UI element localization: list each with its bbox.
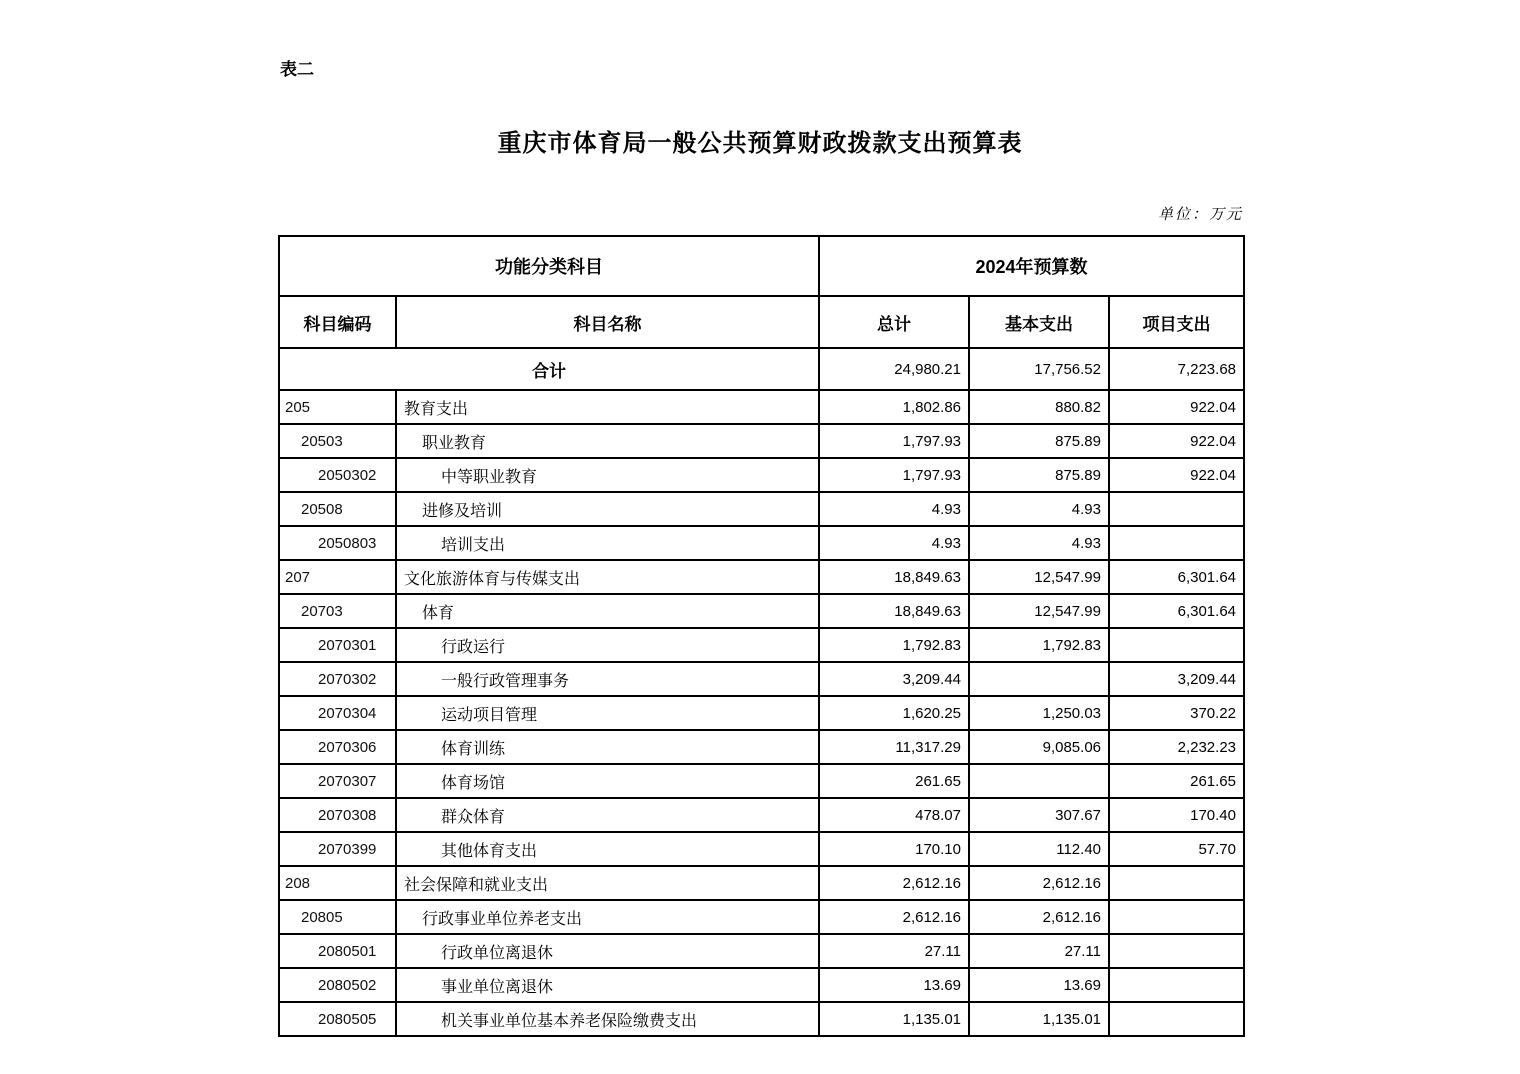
project-expense-cell: 922.04	[1109, 424, 1244, 458]
table-row	[279, 526, 1244, 560]
basic-expense-cell: 2,612.16	[969, 900, 1109, 934]
subject-name-cell: 中等职业教育	[396, 458, 819, 492]
table-row	[279, 900, 1244, 934]
basic-expense-cell: 4.93	[969, 492, 1109, 526]
subject-name-cell: 职业教育	[396, 424, 819, 458]
subject-name-cell: 群众体育	[396, 798, 819, 832]
table-row	[279, 730, 1244, 764]
grand-total-total: 24,980.21	[819, 348, 969, 390]
grand-total-label: 合计	[279, 348, 819, 390]
subject-code-cell: 20508	[279, 492, 396, 526]
column-header-basic: 基本支出	[969, 296, 1109, 348]
table-row	[279, 934, 1244, 968]
subject-name-cell: 其他体育支出	[396, 832, 819, 866]
subject-code-cell: 2080501	[279, 934, 396, 968]
subject-name-cell: 教育支出	[396, 390, 819, 424]
total-amount-cell: 4.93	[819, 492, 969, 526]
subject-name-cell: 行政单位离退休	[396, 934, 819, 968]
total-amount-cell: 1,135.01	[819, 1002, 969, 1036]
table-row	[279, 390, 1244, 424]
table-row	[279, 1002, 1244, 1036]
table-row	[279, 764, 1244, 798]
project-expense-cell: 3,209.44	[1109, 662, 1244, 696]
total-amount-cell: 1,802.86	[819, 390, 969, 424]
subject-code-cell: 207	[279, 560, 396, 594]
subject-name-cell: 行政事业单位养老支出	[396, 900, 819, 934]
table-row	[279, 492, 1244, 526]
total-amount-cell: 1,620.25	[819, 696, 969, 730]
total-amount-cell: 261.65	[819, 764, 969, 798]
table-row	[279, 798, 1244, 832]
basic-expense-cell: 2,612.16	[969, 866, 1109, 900]
subject-code-cell: 2070306	[279, 730, 396, 764]
subject-name-cell: 行政运行	[396, 628, 819, 662]
basic-expense-cell	[969, 662, 1109, 696]
subject-name-cell: 运动项目管理	[396, 696, 819, 730]
project-expense-cell	[1109, 866, 1244, 900]
basic-expense-cell: 307.67	[969, 798, 1109, 832]
project-expense-cell	[1109, 934, 1244, 968]
total-amount-cell: 27.11	[819, 934, 969, 968]
subject-name-cell: 事业单位离退休	[396, 968, 819, 1002]
basic-expense-cell: 1,135.01	[969, 1002, 1109, 1036]
basic-expense-cell: 9,085.06	[969, 730, 1109, 764]
subject-code-cell: 20703	[279, 594, 396, 628]
table-row	[279, 560, 1244, 594]
subject-code-cell: 208	[279, 866, 396, 900]
project-expense-cell	[1109, 492, 1244, 526]
project-expense-cell	[1109, 526, 1244, 560]
total-amount-cell: 1,797.93	[819, 424, 969, 458]
project-expense-cell: 2,232.23	[1109, 730, 1244, 764]
column-header-project: 项目支出	[1109, 296, 1244, 348]
table-row	[279, 628, 1244, 662]
subject-code-cell: 2070302	[279, 662, 396, 696]
subject-code-cell: 2070399	[279, 832, 396, 866]
basic-expense-cell: 12,547.99	[969, 594, 1109, 628]
column-header-total: 总计	[819, 296, 969, 348]
basic-expense-cell: 1,250.03	[969, 696, 1109, 730]
project-expense-cell: 57.70	[1109, 832, 1244, 866]
subject-name-cell: 机关事业单位基本养老保险缴费支出	[396, 1002, 819, 1036]
subject-code-cell: 205	[279, 390, 396, 424]
project-expense-cell: 370.22	[1109, 696, 1244, 730]
subject-name-cell: 体育	[396, 594, 819, 628]
budget-table	[278, 235, 1245, 1037]
subject-code-cell: 2050803	[279, 526, 396, 560]
basic-expense-cell: 13.69	[969, 968, 1109, 1002]
table-row	[279, 832, 1244, 866]
basic-expense-cell: 112.40	[969, 832, 1109, 866]
header-function-category: 功能分类科目	[279, 236, 819, 296]
total-amount-cell: 11,317.29	[819, 730, 969, 764]
basic-expense-cell: 4.93	[969, 526, 1109, 560]
subject-name-cell: 体育场馆	[396, 764, 819, 798]
basic-expense-cell: 880.82	[969, 390, 1109, 424]
table-body	[279, 348, 1244, 1036]
subject-name-cell: 社会保障和就业支出	[396, 866, 819, 900]
subject-code-cell: 2070304	[279, 696, 396, 730]
total-amount-cell: 1,797.93	[819, 458, 969, 492]
subject-code-cell: 2070301	[279, 628, 396, 662]
table-row	[279, 458, 1244, 492]
table-row	[279, 866, 1244, 900]
column-header-code: 科目编码	[279, 296, 396, 348]
project-expense-cell: 261.65	[1109, 764, 1244, 798]
subject-code-cell: 2070307	[279, 764, 396, 798]
basic-expense-cell: 1,792.83	[969, 628, 1109, 662]
unit-note: 单位：万元	[1157, 207, 1243, 223]
header-budget-2024: 2024年预算数	[819, 236, 1244, 296]
project-expense-cell: 170.40	[1109, 798, 1244, 832]
subject-code-cell: 2070308	[279, 798, 396, 832]
table-row	[279, 968, 1244, 1002]
total-amount-cell: 18,849.63	[819, 560, 969, 594]
subject-name-cell: 文化旅游体育与传媒支出	[396, 560, 819, 594]
project-expense-cell: 6,301.64	[1109, 560, 1244, 594]
total-amount-cell: 478.07	[819, 798, 969, 832]
total-amount-cell: 170.10	[819, 832, 969, 866]
project-expense-cell: 6,301.64	[1109, 594, 1244, 628]
basic-expense-cell: 875.89	[969, 458, 1109, 492]
subject-name-cell: 进修及培训	[396, 492, 819, 526]
project-expense-cell	[1109, 1002, 1244, 1036]
total-amount-cell: 18,849.63	[819, 594, 969, 628]
subject-name-cell: 培训支出	[396, 526, 819, 560]
total-amount-cell: 2,612.16	[819, 866, 969, 900]
total-amount-cell: 13.69	[819, 968, 969, 1002]
header-group-row	[279, 236, 1244, 296]
grand-total-basic: 17,756.52	[969, 348, 1109, 390]
project-expense-cell	[1109, 628, 1244, 662]
basic-expense-cell: 875.89	[969, 424, 1109, 458]
total-amount-cell: 2,612.16	[819, 900, 969, 934]
basic-expense-cell: 27.11	[969, 934, 1109, 968]
subject-name-cell: 体育训练	[396, 730, 819, 764]
subject-code-cell: 2080502	[279, 968, 396, 1002]
table-row	[279, 696, 1244, 730]
project-expense-cell	[1109, 900, 1244, 934]
table-row	[279, 662, 1244, 696]
subject-name-cell: 一般行政管理事务	[396, 662, 819, 696]
table-row	[279, 594, 1244, 628]
page-title: 重庆市体育局一般公共预算财政拨款支出预算表	[497, 131, 1023, 157]
project-expense-cell: 922.04	[1109, 458, 1244, 492]
grand-total-project: 7,223.68	[1109, 348, 1244, 390]
column-header-name: 科目名称	[396, 296, 819, 348]
subject-code-cell: 2080505	[279, 1002, 396, 1036]
total-amount-cell: 4.93	[819, 526, 969, 560]
basic-expense-cell	[969, 764, 1109, 798]
subject-code-cell: 2050302	[279, 458, 396, 492]
project-expense-cell: 922.04	[1109, 390, 1244, 424]
subject-code-cell: 20503	[279, 424, 396, 458]
total-amount-cell: 3,209.44	[819, 662, 969, 696]
subject-code-cell: 20805	[279, 900, 396, 934]
project-expense-cell	[1109, 968, 1244, 1002]
table-row	[279, 424, 1244, 458]
grand-total-row	[279, 348, 1244, 390]
total-amount-cell: 1,792.83	[819, 628, 969, 662]
basic-expense-cell: 12,547.99	[969, 560, 1109, 594]
header-columns-row	[279, 296, 1244, 348]
table-number-label: 表二	[280, 60, 314, 79]
